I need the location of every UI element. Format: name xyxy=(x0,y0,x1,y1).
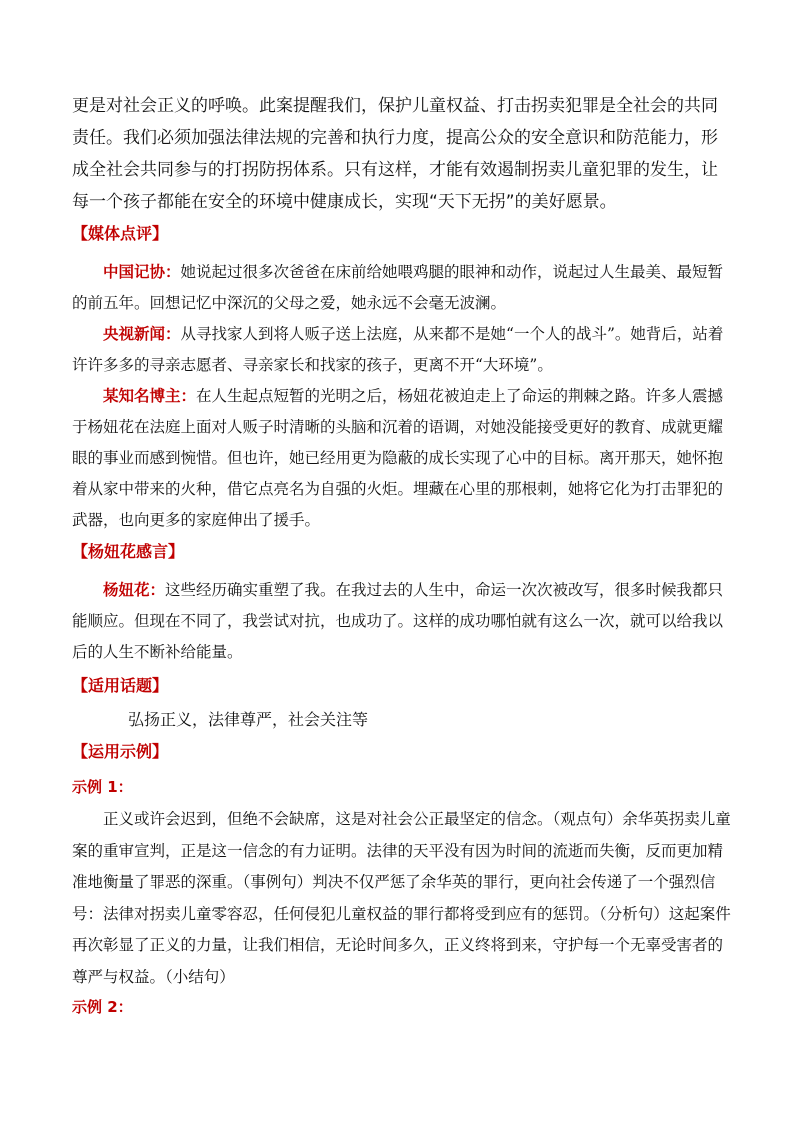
testimonial-text: 这些经历确实重塑了我。在我过去的人生中，命运一次次被改写，很多时候我都只能顺应。但现在不同了，我尝试对抗，也成功了。这样的成功哪怕就有这么一次，就可以给我以后的人生不断补给能量。 xyxy=(72,581,724,661)
media-comment-blogger xyxy=(72,380,736,536)
example-1-label: 示例 1： xyxy=(72,778,133,796)
comment-label: 央视新闻： xyxy=(103,324,181,343)
topics-text: 弘扬正义，法律尊严，社会关注等 xyxy=(128,710,369,729)
comment-text: 她说起过很多次爸爸在床前给她喂鸡腿的眼神和动作，说起过人生最美、最短暂的前五年。回想记忆中深沉的父母之爱，她永远不会毫无波澜。 xyxy=(72,263,724,312)
comment-text: 在人生起点短暂的光明之后，杨妞花被迫走上了命运的荆棘之路。许多人震撼于杨妞花在法庭上面对人贩子时清晰的头脑和沉着的语调，对她没能接受更好的教育、成就更耀眼的事业而感到惋惜。但也许，她已经用更为隐蔽的成长实现了心中的目标。离开那天，她怀抱着从家中带来的火种，借它点亮名为自强的火炬。埋藏在心里的那根刺，她将它化为打击罪犯的武器，也向更多的家庭伸出了援手。 xyxy=(72,387,724,529)
media-comment-cpa xyxy=(72,256,736,319)
testimonial-label: 杨妞花： xyxy=(103,580,166,599)
examples-heading: 【运用示例】 xyxy=(72,742,169,761)
comment-label: 某知名博主： xyxy=(103,386,197,405)
media-comment-cctv xyxy=(72,318,736,381)
testimonial-paragraph xyxy=(72,574,736,668)
example-1-paragraph: 正义或许会迟到，但绝不会缺席，这是对社会公正最坚定的信念。（观点句）余华英拐卖儿童案的重审宣判，正是这一信念的有力证明。法律的天平没有因为时间的流逝而失衡，反而更加精准地衡量了罪恶的深重。（事例句）判决不仅严惩了余华英的罪行，更向社会传递了一个强烈信号：法律对拐卖儿童零容忍，任何侵犯儿童权益的罪行都将受到应有的惩罚。（分析句）这起案件再次彰显了正义的力量，让我们相信，无论时间多久，正义终将到来，守护每一个无辜受害者的尊严与权益。（小结句） xyxy=(72,810,731,986)
media-review-heading: 【媒体点评】 xyxy=(72,224,169,243)
topics-heading: 【适用话题】 xyxy=(72,676,169,695)
comment-text: 从寻找家人到将人贩子送上法庭，从来都不是她“一个人的战斗”。她背后，站着许许多多的寻亲志愿者、寻亲家长和找家的孩子，更离不开“大环境”。 xyxy=(72,325,724,374)
testimonial-heading: 【杨妞花感言】 xyxy=(72,542,185,561)
intro-paragraph: 更是对社会正义的呼唤。此案提醒我们，保护儿童权益、打击拐卖犯罪是全社会的共同责任。我们必须加强法律法规的完善和执行力度，提高公众的安全意识和防范能力，形成全社会共同参与的打拐防拐体系。只有这样，才能有效遏制拐卖儿童犯罪的发生，让每一个孩子都能在安全的环境中健康成长，实现“天下无拐”的美好愿景。 xyxy=(72,96,718,212)
example-2-label: 示例 2： xyxy=(72,998,133,1016)
comment-label: 中国记协： xyxy=(103,262,181,281)
